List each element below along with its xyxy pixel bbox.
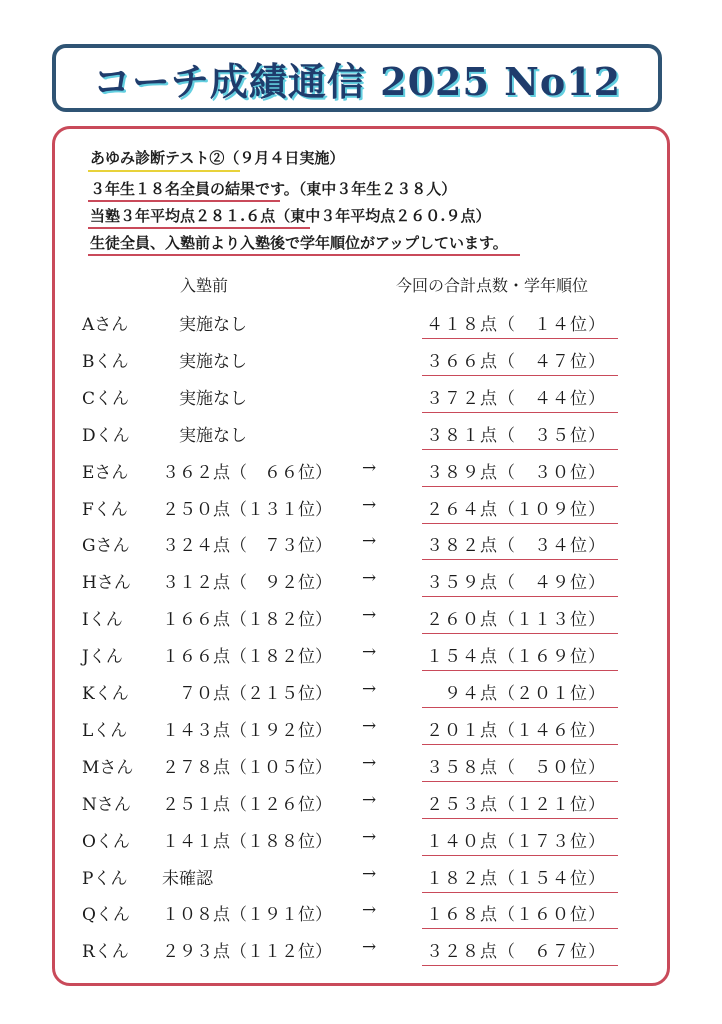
table-row [0,491,722,527]
score-before: ２７８点（１０５位） [162,757,332,778]
arrow-icon: → [362,531,377,552]
arrow-icon: → [362,715,377,736]
score-after-underline [422,781,618,782]
student-name: Eさん [82,462,129,483]
table-row [0,601,722,637]
score-after-underline [422,855,618,856]
test-title-underline [88,170,240,172]
intro-line-2: 当塾３年平均点２８１.６点（東中３年平均点２６０.９点） [90,207,491,225]
intro-line-3: 生徒全員、入塾前より入塾後で学年順位がアップしています。 [90,234,508,252]
student-name: Iくん [82,610,123,631]
score-after-underline [422,670,618,671]
score-before: 実施なし [162,425,247,446]
table-row [0,380,722,416]
score-before: １６６点（１８２位） [162,647,332,668]
student-name: Kくん [82,684,129,704]
score-after: ３８１点（ ３５位） [426,425,606,446]
score-before: １４１点（１８８位） [162,831,332,852]
student-name: Bくん [82,351,129,372]
arrow-icon: → [362,789,377,810]
arrow-icon: → [362,568,377,589]
score-after-underline [422,412,618,413]
arrow-icon: → [362,605,377,626]
score-before: ３２４点（ ７３位） [162,536,332,557]
table-row [0,675,722,711]
title-box [52,44,662,112]
score-after-underline [422,965,618,966]
intro-line-3-underline [88,254,520,256]
score-after-underline [422,596,618,597]
score-after: ３７２点（ ４４位） [426,388,606,409]
score-after-underline [422,559,618,560]
table-row [0,749,722,785]
student-name: Oくん [82,831,130,852]
table-row [0,306,722,342]
score-after: ２６０点（１１３位） [426,610,606,631]
arrow-icon: → [362,752,377,773]
score-before: １４３点（１９２位） [162,720,332,741]
student-name: Cくん [82,388,130,409]
student-name: Dくん [82,425,130,446]
score-before: ２５０点（１３１位） [162,499,332,520]
table-row [0,786,722,822]
score-before: ３１２点（ ９２位） [162,573,332,594]
score-after: ２６４点（１０９位） [426,499,606,520]
score-before: 未確認 [162,868,213,889]
score-after: ９４点（２０１位） [426,684,606,704]
score-after: ３５８点（ ５０位） [426,757,606,778]
score-before: ７０点（２１５位） [162,684,332,704]
intro-line-2-underline [88,227,310,229]
test-title: あゆみ診断テスト②（９月４日実施） [90,149,345,167]
arrow-icon: → [362,642,377,663]
score-before: ２９３点（１１２位） [162,942,332,963]
score-after-underline [422,338,618,339]
score-after-underline [422,892,618,893]
score-after: １８２点（１５４位） [426,868,606,889]
score-after: ４１８点（ １４位） [426,315,606,335]
arrow-icon: → [362,900,377,921]
table-row [0,527,722,563]
arrow-icon: → [362,457,377,478]
table-row [0,564,722,600]
student-name: Hさん [82,573,131,594]
score-after-underline [422,449,618,450]
intro-line-1: ３年生１８名全員の結果です。（東中３年生２３８人） [90,180,457,198]
table-row [0,638,722,674]
table-row [0,860,722,896]
score-before: ３６２点（ ６６位） [162,462,332,483]
score-after-underline [422,375,618,376]
score-after-underline [422,744,618,745]
student-name: Mさん [82,757,134,778]
score-after: ２５３点（１２１位） [426,794,606,815]
score-before: １０８点（１９１位） [162,905,332,926]
student-name: Qくん [82,905,130,926]
score-after: ３６６点（ ４７位） [426,351,606,372]
score-before: 実施なし [162,351,247,372]
table-row [0,712,722,748]
student-name: Lくん [82,720,128,741]
student-name: Gさん [82,536,130,557]
score-after: １４０点（１７３位） [426,831,606,852]
score-before: ２５１点（１２６位） [162,794,332,815]
student-name: Nさん [82,794,131,815]
score-before: 実施なし [162,388,247,409]
score-after: ３８９点（ ３０位） [426,462,606,483]
score-before: １６６点（１８２位） [162,610,332,631]
score-after-underline [422,633,618,634]
table-row [0,933,722,969]
table-row [0,823,722,859]
score-after-underline [422,928,618,929]
student-name: Aさん [82,315,129,335]
table-row [0,417,722,453]
table-row [0,896,722,932]
arrow-icon: → [362,826,377,847]
score-after: ３２８点（ ６７位） [426,942,606,963]
arrow-icon: → [362,937,377,958]
column-header-before: 入塾前 [180,276,229,295]
score-after-underline [422,486,618,487]
score-after: １５４点（１６９位） [426,647,606,668]
intro-line-1-underline [88,200,280,202]
score-after-underline [422,707,618,708]
newsletter-title: コーチ成績通信 2025 No12 [92,58,622,104]
student-name: Pくん [82,868,128,889]
score-after: １６８点（１６０位） [426,905,606,926]
table-row [0,454,722,490]
score-after: ３５９点（ ４９位） [426,573,606,594]
table-row [0,343,722,379]
student-name: Fくん [82,499,128,520]
score-before: 実施なし [162,315,247,335]
arrow-icon: → [362,679,377,699]
student-name: Jくん [82,647,123,668]
score-after-underline [422,523,618,524]
score-after: ２０１点（１４６位） [426,720,606,741]
arrow-icon: → [362,494,377,515]
score-after: ３８２点（ ３４位） [426,536,606,557]
score-after-underline [422,818,618,819]
student-name: Rくん [82,942,129,963]
arrow-icon: → [362,863,377,884]
column-header-after: 今回の合計点数・学年順位 [396,276,589,295]
